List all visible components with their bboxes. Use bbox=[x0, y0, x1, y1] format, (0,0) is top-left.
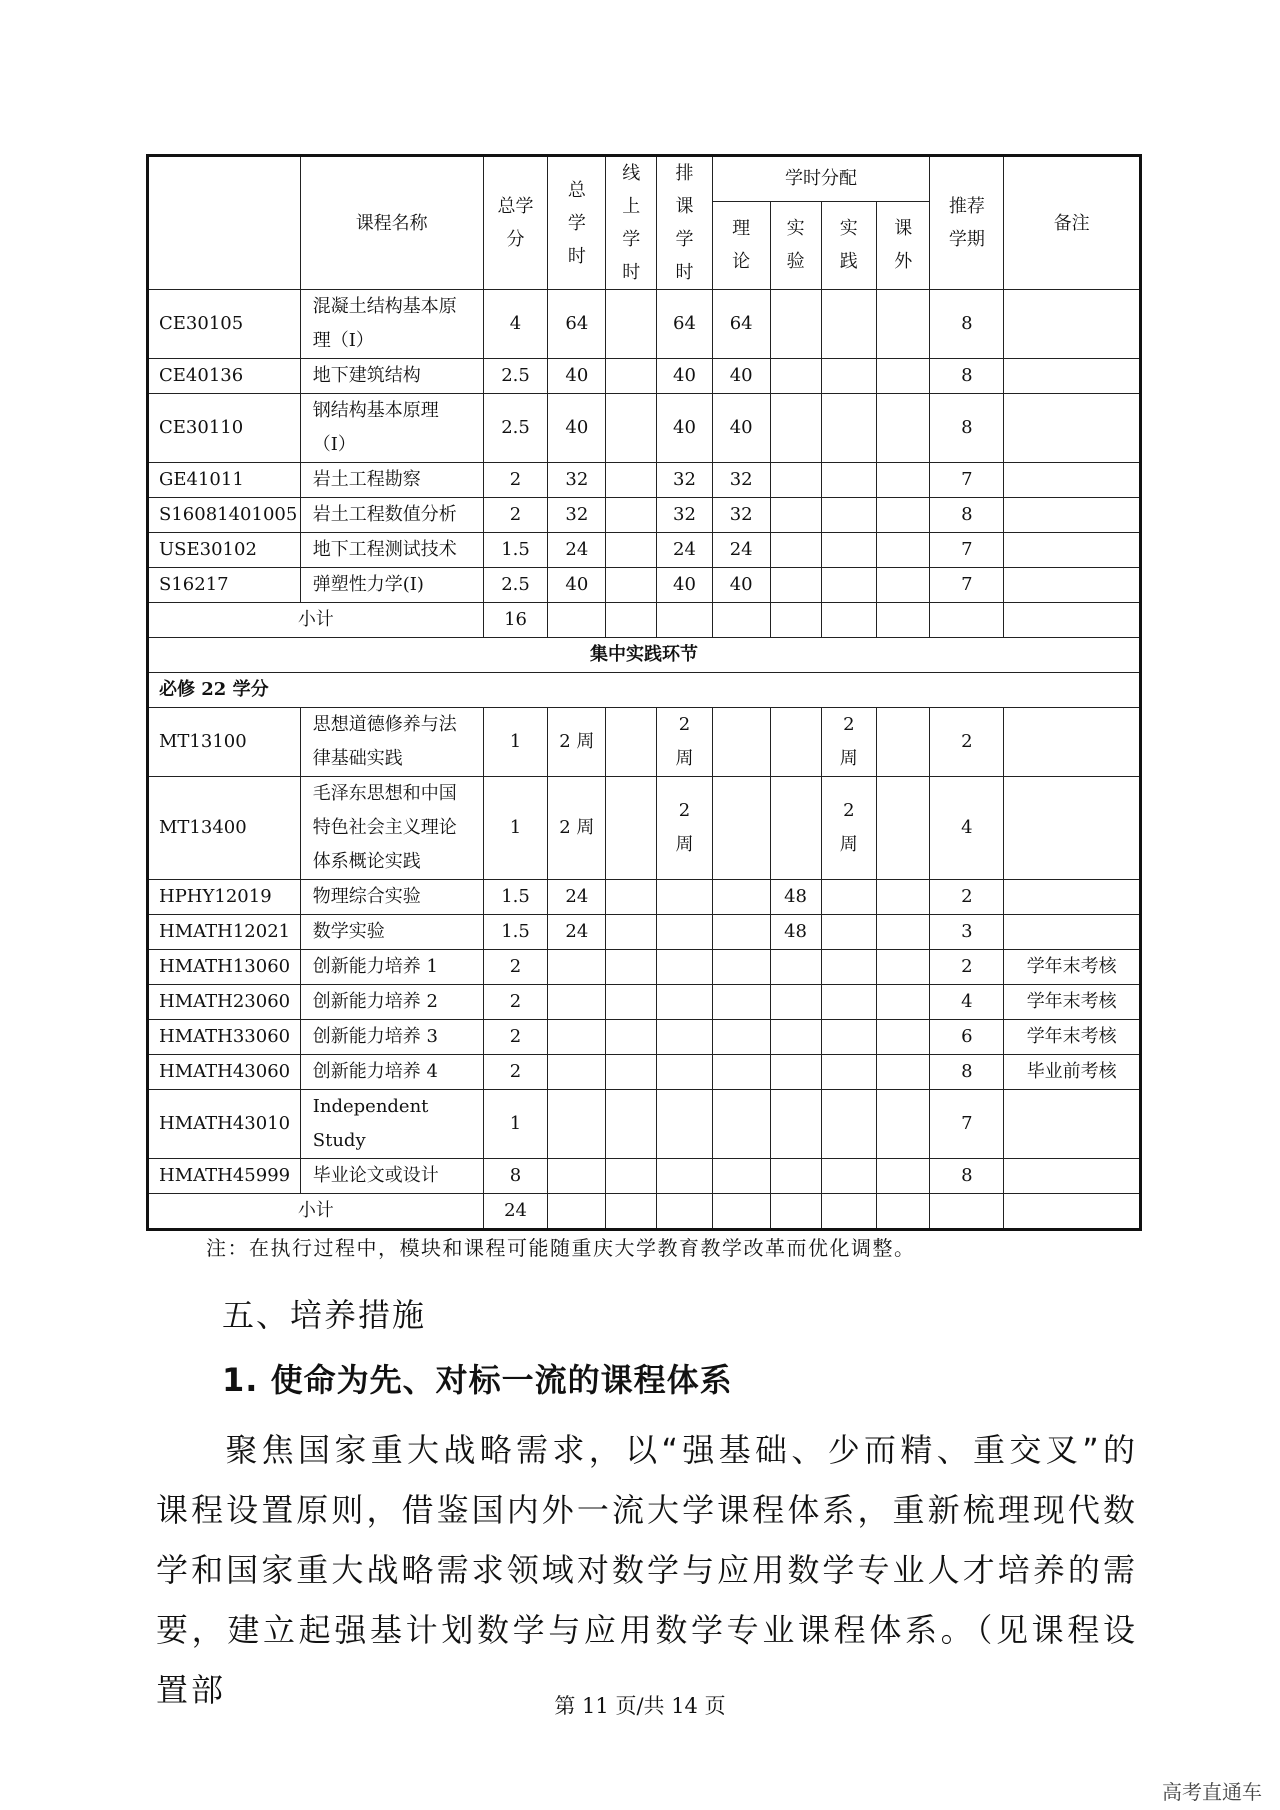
course-name: 创新能力培养 2 bbox=[300, 985, 483, 1020]
scheduled-hours bbox=[657, 1020, 713, 1055]
scheduled-hours: 2 周 bbox=[657, 777, 713, 880]
online-hours bbox=[606, 1159, 657, 1194]
table-cell bbox=[712, 1194, 770, 1230]
course-code: MT13100 bbox=[148, 708, 301, 777]
remark bbox=[1004, 915, 1141, 950]
experiment-hours bbox=[770, 777, 821, 880]
header-scheduled-hours: 排 课 学 时 bbox=[657, 156, 713, 290]
table-cell bbox=[770, 1194, 821, 1230]
credit: 2 bbox=[483, 950, 548, 985]
semester: 2 bbox=[930, 950, 1004, 985]
practice-hours bbox=[821, 394, 877, 463]
total-hours bbox=[548, 1159, 606, 1194]
extra-hours bbox=[877, 985, 930, 1020]
practice-hours bbox=[821, 880, 877, 915]
course-name: 创新能力培养 4 bbox=[300, 1055, 483, 1090]
total-hours bbox=[548, 1020, 606, 1055]
semester: 2 bbox=[930, 708, 1004, 777]
online-hours bbox=[606, 498, 657, 533]
required-row bbox=[148, 673, 1141, 708]
scheduled-hours: 40 bbox=[657, 568, 713, 603]
table-row bbox=[148, 950, 1141, 985]
semester: 7 bbox=[930, 1090, 1004, 1159]
course-name: 思想道德修养与法 律基础实践 bbox=[300, 708, 483, 777]
table-cell bbox=[548, 1194, 606, 1230]
experiment-hours bbox=[770, 394, 821, 463]
header-online-hours: 线 上 学 时 bbox=[606, 156, 657, 290]
table-row bbox=[148, 880, 1141, 915]
practice-hours bbox=[821, 568, 877, 603]
remark bbox=[1004, 394, 1141, 463]
table-cell bbox=[657, 603, 713, 638]
table-cell bbox=[657, 1194, 713, 1230]
scheduled-hours: 2 周 bbox=[657, 708, 713, 777]
remark bbox=[1004, 568, 1141, 603]
subtotal-credit: 24 bbox=[483, 1194, 548, 1230]
table-row bbox=[148, 777, 1141, 880]
table-cell bbox=[821, 1194, 877, 1230]
header-remark: 备注 bbox=[1004, 156, 1141, 290]
remark: 毕业前考核 bbox=[1004, 1055, 1141, 1090]
practice-hours bbox=[821, 1159, 877, 1194]
theory-hours bbox=[712, 777, 770, 880]
theory-hours bbox=[712, 950, 770, 985]
sub-heading: 1. 使命为先、对标一流的课程体系 bbox=[222, 1361, 733, 1399]
experiment-hours bbox=[770, 290, 821, 359]
subtotal-label: 小计 bbox=[148, 1194, 484, 1230]
online-hours bbox=[606, 880, 657, 915]
practice-hours: 2 周 bbox=[821, 708, 877, 777]
remark bbox=[1004, 533, 1141, 568]
scheduled-hours bbox=[657, 915, 713, 950]
scheduled-hours: 24 bbox=[657, 533, 713, 568]
table-cell bbox=[606, 603, 657, 638]
table-cell bbox=[930, 1194, 1004, 1230]
practice-hours bbox=[821, 1055, 877, 1090]
course-code: HMATH43010 bbox=[148, 1090, 301, 1159]
section-heading: 五、培养措施 bbox=[222, 1296, 427, 1334]
semester: 7 bbox=[930, 568, 1004, 603]
extra-hours bbox=[877, 950, 930, 985]
course-name: Independent Study bbox=[300, 1090, 483, 1159]
theory-hours: 64 bbox=[712, 290, 770, 359]
experiment-hours bbox=[770, 708, 821, 777]
scheduled-hours bbox=[657, 1090, 713, 1159]
table-cell bbox=[1004, 1194, 1141, 1230]
header-code bbox=[148, 156, 301, 290]
theory-hours bbox=[712, 708, 770, 777]
semester: 6 bbox=[930, 1020, 1004, 1055]
theory-hours: 40 bbox=[712, 394, 770, 463]
experiment-hours bbox=[770, 1090, 821, 1159]
extra-hours bbox=[877, 1090, 930, 1159]
semester: 7 bbox=[930, 463, 1004, 498]
table-row bbox=[148, 290, 1141, 359]
course-name: 钢结构基本原理 （I） bbox=[300, 394, 483, 463]
course-name: 混凝土结构基本原 理（I） bbox=[300, 290, 483, 359]
extra-hours bbox=[877, 463, 930, 498]
total-hours: 24 bbox=[548, 915, 606, 950]
semester: 3 bbox=[930, 915, 1004, 950]
experiment-hours bbox=[770, 1159, 821, 1194]
course-code: HPHY12019 bbox=[148, 880, 301, 915]
experiment-hours bbox=[770, 533, 821, 568]
theory-hours: 24 bbox=[712, 533, 770, 568]
course-code: HMATH43060 bbox=[148, 1055, 301, 1090]
credit: 1.5 bbox=[483, 915, 548, 950]
online-hours bbox=[606, 915, 657, 950]
practice-hours bbox=[821, 1090, 877, 1159]
practice-hours: 2 周 bbox=[821, 777, 877, 880]
course-code: HMATH33060 bbox=[148, 1020, 301, 1055]
experiment-hours bbox=[770, 1055, 821, 1090]
online-hours bbox=[606, 533, 657, 568]
online-hours bbox=[606, 950, 657, 985]
extra-hours bbox=[877, 533, 930, 568]
online-hours bbox=[606, 394, 657, 463]
total-hours: 40 bbox=[548, 359, 606, 394]
table-row bbox=[148, 1020, 1141, 1055]
course-code: HMATH23060 bbox=[148, 985, 301, 1020]
table-note: 注：在执行过程中，模块和课程可能随重庆大学教育教学改革而优化调整。 bbox=[206, 1236, 916, 1260]
table-row bbox=[148, 394, 1141, 463]
table-cell bbox=[770, 603, 821, 638]
theory-hours: 32 bbox=[712, 498, 770, 533]
semester: 8 bbox=[930, 359, 1004, 394]
table-cell bbox=[606, 1194, 657, 1230]
total-hours bbox=[548, 1090, 606, 1159]
total-hours: 32 bbox=[548, 463, 606, 498]
practice-hours bbox=[821, 359, 877, 394]
remark bbox=[1004, 359, 1141, 394]
header-theory: 理 论 bbox=[712, 201, 770, 289]
total-hours bbox=[548, 1055, 606, 1090]
scheduled-hours bbox=[657, 1055, 713, 1090]
semester: 8 bbox=[930, 498, 1004, 533]
extra-hours bbox=[877, 708, 930, 777]
header-semester: 推荐 学期 bbox=[930, 156, 1004, 290]
course-name: 创新能力培养 1 bbox=[300, 950, 483, 985]
header-total-hours: 总 学 时 bbox=[548, 156, 606, 290]
course-name: 岩土工程数值分析 bbox=[300, 498, 483, 533]
extra-hours bbox=[877, 880, 930, 915]
extra-hours bbox=[877, 290, 930, 359]
credit: 2 bbox=[483, 463, 548, 498]
total-hours: 2 周 bbox=[548, 708, 606, 777]
semester: 2 bbox=[930, 880, 1004, 915]
experiment-hours bbox=[770, 359, 821, 394]
extra-hours bbox=[877, 1055, 930, 1090]
scheduled-hours: 40 bbox=[657, 359, 713, 394]
credit: 2.5 bbox=[483, 359, 548, 394]
online-hours bbox=[606, 359, 657, 394]
table-cell bbox=[877, 1194, 930, 1230]
subtotal-row bbox=[148, 603, 1141, 638]
total-hours bbox=[548, 985, 606, 1020]
credit: 1 bbox=[483, 777, 548, 880]
semester: 8 bbox=[930, 290, 1004, 359]
table-header-row bbox=[148, 156, 1141, 202]
theory-hours: 40 bbox=[712, 568, 770, 603]
subtotal-label: 小计 bbox=[148, 603, 484, 638]
course-name: 弹塑性力学(I) bbox=[300, 568, 483, 603]
table-row bbox=[148, 1090, 1141, 1159]
extra-hours bbox=[877, 394, 930, 463]
semester: 8 bbox=[930, 1159, 1004, 1194]
experiment-hours bbox=[770, 985, 821, 1020]
semester: 8 bbox=[930, 394, 1004, 463]
credit: 1.5 bbox=[483, 533, 548, 568]
course-code: HMATH12021 bbox=[148, 915, 301, 950]
course-name: 毕业论文或设计 bbox=[300, 1159, 483, 1194]
course-name: 物理综合实验 bbox=[300, 880, 483, 915]
total-hours: 24 bbox=[548, 533, 606, 568]
credit: 2 bbox=[483, 1020, 548, 1055]
extra-hours bbox=[877, 359, 930, 394]
header-experiment: 实 验 bbox=[770, 201, 821, 289]
semester: 8 bbox=[930, 1055, 1004, 1090]
body-paragraph: 聚焦国家重大战略需求，以“强基础、少而精、重交叉”的课程设置原则，借鉴国内外一流大学课程体系，重新梳理现代数学和国家重大战略需求领域对数学与应用数学专业人才培养的需要，建立起强基计划数学与应用数学专业课程体系。（见课程设置部 bbox=[156, 1431, 1138, 1709]
semester: 4 bbox=[930, 777, 1004, 880]
remark bbox=[1004, 463, 1141, 498]
credit: 2.5 bbox=[483, 568, 548, 603]
credit: 1.5 bbox=[483, 880, 548, 915]
table-cell bbox=[930, 603, 1004, 638]
header-practice: 实 践 bbox=[821, 201, 877, 289]
table-row bbox=[148, 463, 1141, 498]
credit: 8 bbox=[483, 1159, 548, 1194]
practice-hours bbox=[821, 950, 877, 985]
header-total-credit: 总学 分 bbox=[483, 156, 548, 290]
semester: 4 bbox=[930, 985, 1004, 1020]
theory-hours bbox=[712, 985, 770, 1020]
remark bbox=[1004, 880, 1141, 915]
table-row bbox=[148, 533, 1141, 568]
credit: 2 bbox=[483, 1055, 548, 1090]
remark bbox=[1004, 498, 1141, 533]
practice-hours bbox=[821, 1020, 877, 1055]
remark: 学年末考核 bbox=[1004, 1020, 1141, 1055]
theory-hours: 40 bbox=[712, 359, 770, 394]
course-code: USE30102 bbox=[148, 533, 301, 568]
practice-hours bbox=[821, 290, 877, 359]
header-extracurricular: 课 外 bbox=[877, 201, 930, 289]
table-row bbox=[148, 985, 1141, 1020]
online-hours bbox=[606, 1090, 657, 1159]
theory-hours bbox=[712, 880, 770, 915]
scheduled-hours: 32 bbox=[657, 498, 713, 533]
course-code: S16081401005 bbox=[148, 498, 301, 533]
theory-hours bbox=[712, 1055, 770, 1090]
scheduled-hours bbox=[657, 1159, 713, 1194]
scheduled-hours: 64 bbox=[657, 290, 713, 359]
theory-hours bbox=[712, 1159, 770, 1194]
total-hours: 40 bbox=[548, 394, 606, 463]
scheduled-hours: 40 bbox=[657, 394, 713, 463]
subtotal-row bbox=[148, 1194, 1141, 1230]
remark bbox=[1004, 777, 1141, 880]
credit: 1 bbox=[483, 1090, 548, 1159]
course-name: 毛泽东思想和中国 特色社会主义理论 体系概论实践 bbox=[300, 777, 483, 880]
online-hours bbox=[606, 708, 657, 777]
course-name: 岩土工程勘察 bbox=[300, 463, 483, 498]
total-hours: 64 bbox=[548, 290, 606, 359]
course-name: 创新能力培养 3 bbox=[300, 1020, 483, 1055]
online-hours bbox=[606, 1020, 657, 1055]
table-row bbox=[148, 708, 1141, 777]
online-hours bbox=[606, 463, 657, 498]
remark bbox=[1004, 290, 1141, 359]
table-row bbox=[148, 498, 1141, 533]
credit: 2.5 bbox=[483, 394, 548, 463]
theory-hours: 32 bbox=[712, 463, 770, 498]
total-hours: 2 周 bbox=[548, 777, 606, 880]
subtotal-credit: 16 bbox=[483, 603, 548, 638]
experiment-hours bbox=[770, 950, 821, 985]
remark bbox=[1004, 1159, 1141, 1194]
experiment-hours: 48 bbox=[770, 880, 821, 915]
extra-hours bbox=[877, 498, 930, 533]
credit: 2 bbox=[483, 498, 548, 533]
section-row bbox=[148, 638, 1141, 673]
extra-hours bbox=[877, 1159, 930, 1194]
experiment-hours bbox=[770, 568, 821, 603]
table-cell bbox=[712, 603, 770, 638]
scheduled-hours bbox=[657, 950, 713, 985]
table-cell bbox=[1004, 603, 1141, 638]
extra-hours bbox=[877, 915, 930, 950]
online-hours bbox=[606, 777, 657, 880]
remark: 学年末考核 bbox=[1004, 985, 1141, 1020]
required-credits: 必修 22 学分 bbox=[148, 673, 1141, 708]
course-name: 数学实验 bbox=[300, 915, 483, 950]
header-hour-allocation: 学时分配 bbox=[712, 156, 930, 202]
page-footer: 第 11 页/共 14 页 bbox=[554, 1694, 726, 1718]
experiment-hours bbox=[770, 1020, 821, 1055]
credit: 2 bbox=[483, 985, 548, 1020]
remark bbox=[1004, 708, 1141, 777]
table-row bbox=[148, 568, 1141, 603]
experiment-hours bbox=[770, 463, 821, 498]
course-code: HMATH13060 bbox=[148, 950, 301, 985]
experiment-hours bbox=[770, 498, 821, 533]
course-name: 地下工程测试技术 bbox=[300, 533, 483, 568]
total-hours bbox=[548, 950, 606, 985]
course-code: CE40136 bbox=[148, 359, 301, 394]
header-course-name: 课程名称 bbox=[300, 156, 483, 290]
table-row bbox=[148, 359, 1141, 394]
extra-hours bbox=[877, 568, 930, 603]
course-table bbox=[146, 154, 1142, 1231]
table-row bbox=[148, 1055, 1141, 1090]
credit: 1 bbox=[483, 708, 548, 777]
scheduled-hours bbox=[657, 880, 713, 915]
practice-hours bbox=[821, 463, 877, 498]
practice-hours bbox=[821, 985, 877, 1020]
practice-hours bbox=[821, 915, 877, 950]
extra-hours bbox=[877, 777, 930, 880]
course-code: HMATH45999 bbox=[148, 1159, 301, 1194]
online-hours bbox=[606, 1055, 657, 1090]
course-code: CE30110 bbox=[148, 394, 301, 463]
total-hours: 32 bbox=[548, 498, 606, 533]
practice-hours bbox=[821, 498, 877, 533]
online-hours bbox=[606, 985, 657, 1020]
remark bbox=[1004, 1090, 1141, 1159]
extra-hours bbox=[877, 1020, 930, 1055]
practice-hours bbox=[821, 533, 877, 568]
total-hours: 40 bbox=[548, 568, 606, 603]
table-row bbox=[148, 915, 1141, 950]
experiment-hours: 48 bbox=[770, 915, 821, 950]
total-hours: 24 bbox=[548, 880, 606, 915]
section-title: 集中实践环节 bbox=[148, 638, 1141, 673]
course-code: MT13400 bbox=[148, 777, 301, 880]
course-code: S16217 bbox=[148, 568, 301, 603]
scheduled-hours bbox=[657, 985, 713, 1020]
table-cell bbox=[548, 603, 606, 638]
table-row bbox=[148, 1159, 1141, 1194]
table-cell bbox=[877, 603, 930, 638]
course-code: CE30105 bbox=[148, 290, 301, 359]
scheduled-hours: 32 bbox=[657, 463, 713, 498]
credit: 4 bbox=[483, 290, 548, 359]
theory-hours bbox=[712, 1020, 770, 1055]
course-code: GE41011 bbox=[148, 463, 301, 498]
course-name: 地下建筑结构 bbox=[300, 359, 483, 394]
online-hours bbox=[606, 568, 657, 603]
theory-hours bbox=[712, 915, 770, 950]
table-cell bbox=[821, 603, 877, 638]
semester: 7 bbox=[930, 533, 1004, 568]
watermark: 高考直通车 bbox=[1162, 1780, 1262, 1804]
theory-hours bbox=[712, 1090, 770, 1159]
remark: 学年末考核 bbox=[1004, 950, 1141, 985]
online-hours bbox=[606, 290, 657, 359]
